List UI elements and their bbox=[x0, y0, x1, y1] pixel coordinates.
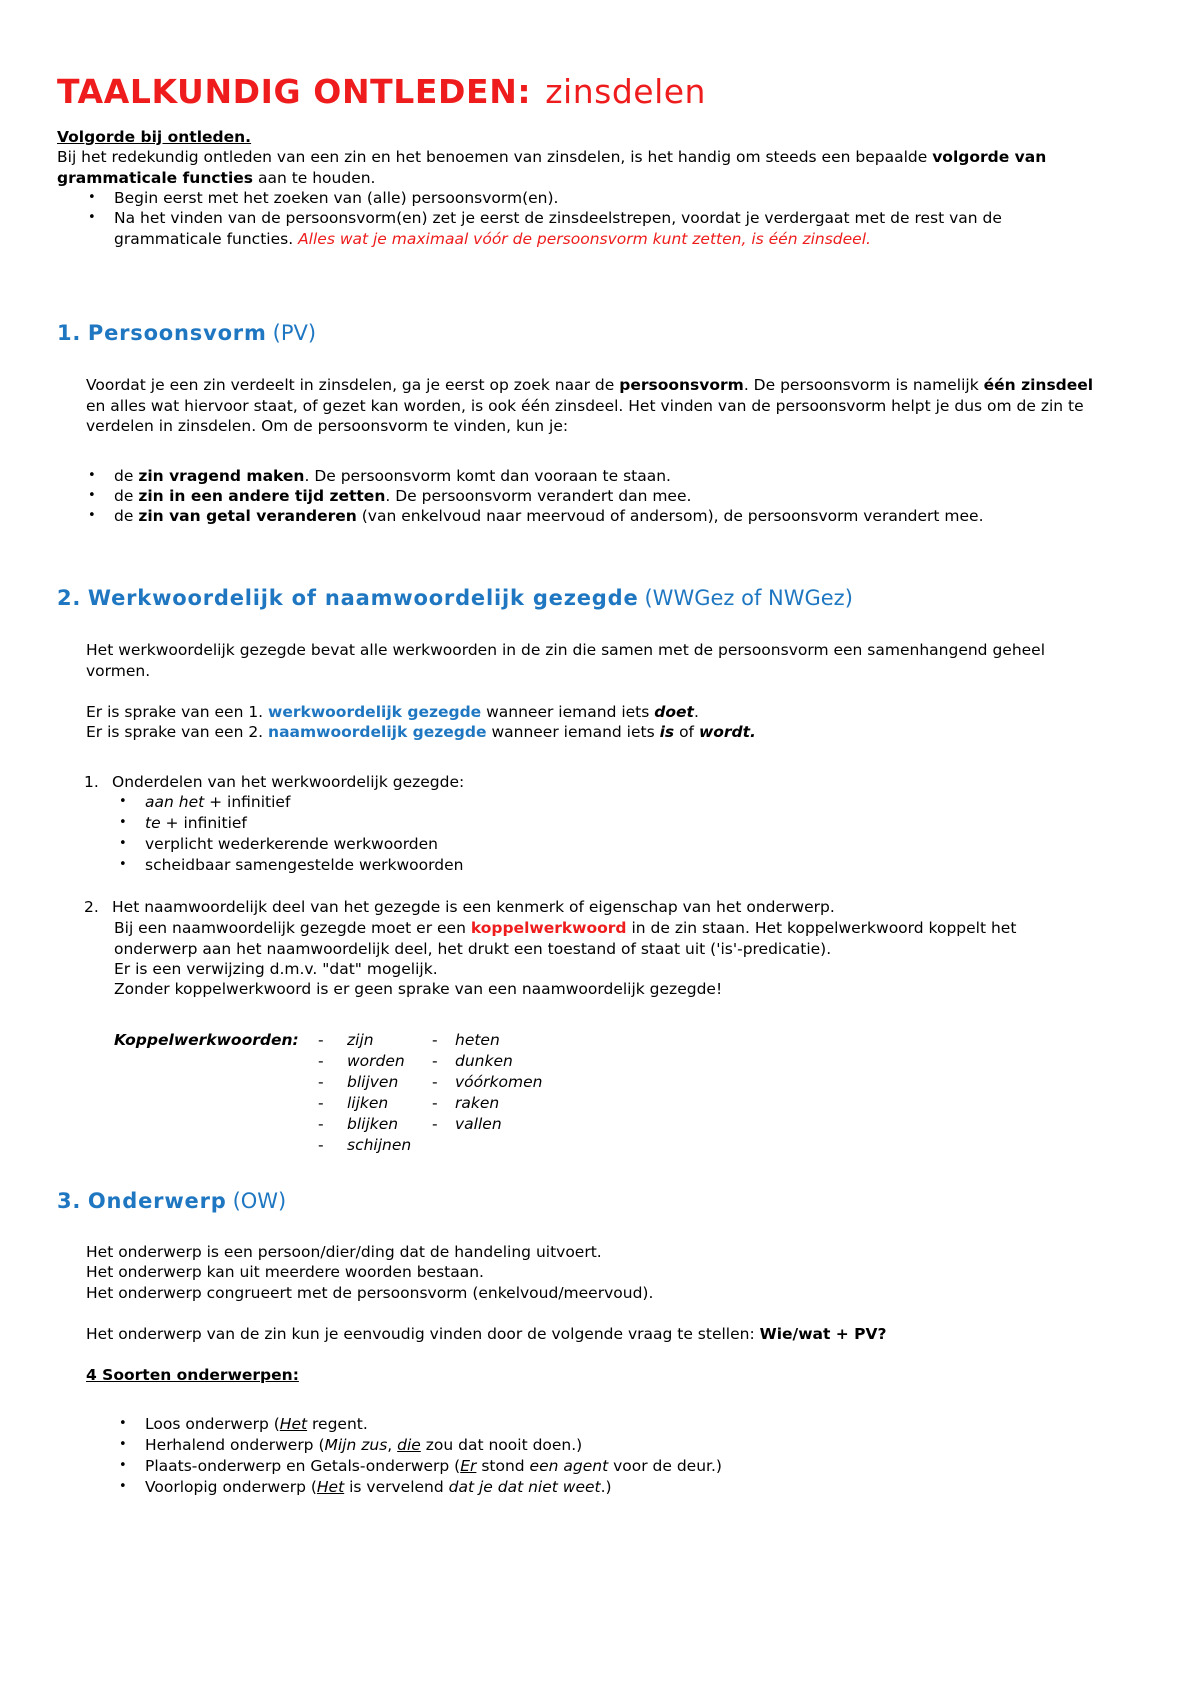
section-3-question bbox=[86, 1324, 1116, 1345]
section-3-line-1 bbox=[86, 1242, 1116, 1263]
section-3-heading bbox=[57, 1188, 286, 1214]
s3-b1-c: regent. bbox=[307, 1415, 368, 1433]
section-2-number: 2. bbox=[57, 586, 82, 610]
s1-b2-a: de bbox=[114, 487, 139, 505]
section-2-title: Werkwoordelijk of naamwoordelijk gezegde bbox=[87, 586, 639, 610]
bullet-icon: • bbox=[119, 815, 127, 830]
s2-l2-is: is bbox=[659, 723, 675, 741]
section-2-sub-bullet-3 bbox=[119, 834, 1175, 855]
s3-b2-a: Herhalend onderwerp ( bbox=[145, 1436, 325, 1454]
intro-bullet-1 bbox=[88, 188, 1144, 209]
numbered-2-text: Het naamwoordelijk deel van het gezegde is een kenmerk of eigenschap van het onderwerp. bbox=[112, 898, 835, 916]
koppelwerkwoord-item: blijven bbox=[347, 1073, 399, 1091]
bullet-icon: • bbox=[119, 794, 127, 809]
s3-subheading-text: 4 Soorten onderwerpen: bbox=[86, 1366, 299, 1384]
bullet-icon: • bbox=[119, 836, 127, 851]
s2-sub2-a: te bbox=[145, 814, 161, 832]
kw-dash: - bbox=[318, 1052, 324, 1070]
s1-text-e: en alles wat hiervoor staat, of gezet kan worden, is ook één zinsdeel. Het vinden van de persoonsvorm helpt je dus om de zin te verdelen in zinsdelen. Om de persoonsvorm te vinden, kun je: bbox=[86, 396, 1084, 435]
bullet-icon: • bbox=[119, 1437, 127, 1452]
section-1-bullet-1 bbox=[88, 466, 1144, 487]
section-1-title: Persoonsvorm bbox=[87, 321, 267, 345]
kw-dash: - bbox=[432, 1031, 438, 1049]
s3-b3-c: stond bbox=[476, 1457, 530, 1475]
intro-bullet-2 bbox=[88, 208, 1084, 249]
section-1-bullet-3 bbox=[88, 506, 1144, 527]
s1-b3-a: de bbox=[114, 507, 139, 525]
section-2-heading bbox=[57, 585, 853, 611]
section-2-sub-bullet-1 bbox=[119, 792, 1175, 813]
s2-l2-c: wanneer iemand iets bbox=[486, 723, 660, 741]
s3-b3-b: Er bbox=[460, 1457, 477, 1475]
bullet-icon: • bbox=[88, 190, 96, 205]
s1-b2-c: . De persoonsvorm verandert dan mee. bbox=[385, 487, 692, 505]
section-3-bullet-1 bbox=[119, 1414, 1175, 1435]
s2-sub4: scheidbaar samengestelde werkwoorden bbox=[145, 856, 464, 874]
section-1-abbr: (PV) bbox=[272, 321, 317, 345]
bullet-icon: • bbox=[119, 1416, 127, 1431]
koppelwerkwoord-item: vóórkomen bbox=[455, 1073, 543, 1091]
section-3-subheading bbox=[86, 1365, 1116, 1386]
section-2-sub-bullet-4 bbox=[119, 855, 1175, 876]
s3-b3-a: Plaats-onderwerp en Getals-onderwerp ( bbox=[145, 1457, 461, 1475]
kw-dash: - bbox=[318, 1031, 324, 1049]
s1-b2-bold: zin in een andere tijd zetten bbox=[138, 487, 386, 505]
bullet-icon: • bbox=[119, 1458, 127, 1473]
s3-b2-e: zou dat nooit doen.) bbox=[420, 1436, 583, 1454]
s2-l1-doet: doet bbox=[654, 703, 694, 721]
s3-b4-b: Het bbox=[316, 1478, 345, 1496]
koppelwerkwoord-item: worden bbox=[347, 1052, 405, 1070]
s2-l2-term: naamwoordelijk gezegde bbox=[268, 723, 487, 741]
s2-l1-c: wanneer iemand iets bbox=[481, 703, 655, 721]
s3-b4-e: .) bbox=[600, 1478, 612, 1496]
section-2-paragraph bbox=[86, 640, 1096, 681]
section-3-bullet-2 bbox=[119, 1435, 1175, 1456]
koppelwerkwoord-item: raken bbox=[455, 1094, 500, 1112]
s2-n2-koppel: koppelwerkwoord bbox=[470, 919, 627, 937]
s2-n2-c: in de zin staan. Het koppelwerkwoord koppelt het onderwerp aan het naamwoordelijk deel, het drukt een toestand of staat uit ('is'-predicatie). bbox=[114, 919, 1017, 958]
section-2-verwijzing bbox=[114, 959, 1114, 980]
section-2-sub-bullet-2 bbox=[119, 813, 1175, 834]
s2-l2-a: Er is sprake van een 2. bbox=[86, 723, 269, 741]
section-2-zonder bbox=[114, 979, 1114, 1000]
section-2-koppel-paragraph bbox=[114, 918, 1074, 959]
s3-b1-b: Het bbox=[279, 1415, 308, 1433]
s3-p3: Het onderwerp congrueert met de persoonsvorm (enkelvoud/meervoud). bbox=[86, 1284, 654, 1302]
s2-n2-a: Bij een naamwoordelijk gezegde moet er een bbox=[114, 919, 471, 937]
bullet-icon: • bbox=[88, 508, 96, 523]
s3-b3-e: voor de deur.) bbox=[608, 1457, 722, 1475]
intro-bullet-1-text: Begin eerst met het zoeken van (alle) persoonsvorm(en). bbox=[114, 189, 559, 207]
koppelwerkwoord-item: zijn bbox=[347, 1031, 374, 1049]
section-1-bullet-2 bbox=[88, 486, 1144, 507]
s2-n2-p3: Zonder koppelwerkwoord is er geen sprake van een naamwoordelijk gezegde! bbox=[114, 980, 723, 998]
s3-b3-d: een agent bbox=[529, 1457, 609, 1475]
s3-p2: Het onderwerp kan uit meerdere woorden bestaan. bbox=[86, 1263, 484, 1281]
kw-dash: - bbox=[432, 1094, 438, 1112]
numbered-2-marker: 2. bbox=[84, 898, 99, 916]
s3-b2-b: Mijn zus bbox=[324, 1436, 388, 1454]
section-3-title: Onderwerp bbox=[87, 1189, 227, 1213]
s3-p4-bold: Wie/wat + PV? bbox=[759, 1325, 887, 1343]
s3-b4-a: Voorlopig onderwerp ( bbox=[145, 1478, 317, 1496]
intro-bullet-2-text: Na het vinden van de persoonsvorm(en) zet je eerst de zinsdeelstrepen, voordat je verdergaat met de rest van de grammaticale functies. bbox=[114, 209, 1002, 248]
intro-heading-text: Volgorde bij ontleden. bbox=[57, 128, 252, 146]
section-3-number: 3. bbox=[57, 1189, 82, 1213]
title-sub: zinsdelen bbox=[545, 72, 706, 111]
s3-b2-c: , bbox=[387, 1436, 398, 1454]
page-title bbox=[57, 72, 706, 118]
s1-text-bold-zinsdeel: één zinsdeel bbox=[983, 376, 1094, 394]
kw-dash: - bbox=[318, 1136, 324, 1154]
intro-bullet-2-highlight: Alles wat je maximaal vóór de persoonsvorm kunt zetten, is één zinsdeel. bbox=[298, 229, 871, 248]
section-2-line-1 bbox=[86, 702, 1116, 723]
s3-b4-d: dat je dat niet weet bbox=[448, 1478, 601, 1496]
s2-l2-wordt: wordt. bbox=[698, 723, 756, 741]
kw-dash: - bbox=[318, 1094, 324, 1112]
kw-dash: - bbox=[432, 1073, 438, 1091]
s2-p1: Het werkwoordelijk gezegde bevat alle werkwoorden in de zin die samen met de persoonsvorm een samenhangend geheel vormen. bbox=[86, 641, 1046, 680]
kw-dash: - bbox=[318, 1073, 324, 1091]
kw-dash: - bbox=[432, 1115, 438, 1133]
intro-heading bbox=[57, 127, 1117, 148]
s1-text-bold-pv: persoonsvorm bbox=[619, 376, 744, 394]
s2-n2-p2: Er is een verwijzing d.m.v. "dat" mogelijk. bbox=[114, 960, 438, 978]
s3-b2-d: die bbox=[397, 1436, 421, 1454]
intro-paragraph bbox=[57, 147, 1117, 188]
section-3-bullet-3 bbox=[119, 1456, 1175, 1477]
s3-b1-a: Loos onderwerp ( bbox=[145, 1415, 280, 1433]
section-3-line-3 bbox=[86, 1283, 1116, 1304]
kw-dash: - bbox=[318, 1115, 324, 1133]
koppelwerkwoord-item: blijken bbox=[347, 1115, 399, 1133]
intro-text-c: aan te houden. bbox=[253, 168, 376, 187]
s3-b4-c: is vervelend bbox=[344, 1478, 449, 1496]
section-2-line-2 bbox=[86, 722, 1116, 743]
s2-l1-a: Er is sprake van een 1. bbox=[86, 703, 269, 721]
s1-b1-bold: zin vragend maken bbox=[138, 467, 305, 485]
s1-b1-c: . De persoonsvorm komt dan vooraan te staan. bbox=[304, 467, 671, 485]
section-1-number: 1. bbox=[57, 321, 82, 345]
s2-l1-e: . bbox=[693, 703, 699, 721]
title-main: TAALKUNDIG ONTLEDEN: bbox=[57, 72, 532, 111]
bullet-icon: • bbox=[88, 488, 96, 503]
kw-dash: - bbox=[432, 1052, 438, 1070]
bullet-icon: • bbox=[119, 1479, 127, 1494]
intro-text-bold: volgorde van grammaticale functies bbox=[57, 148, 1047, 187]
bullet-icon: • bbox=[88, 210, 96, 225]
koppelwerkwoord-item: lijken bbox=[347, 1094, 389, 1112]
numbered-1-text: Onderdelen van het werkwoordelijk gezegde: bbox=[112, 773, 465, 791]
s2-sub1-a: aan het bbox=[145, 793, 205, 811]
koppelwerkwoord-item: vallen bbox=[455, 1115, 502, 1133]
section-3-bullet-4 bbox=[119, 1477, 1175, 1498]
section-3-line-2 bbox=[86, 1262, 1116, 1283]
s2-sub3: verplicht wederkerende werkwoorden bbox=[145, 835, 439, 853]
section-2-numbered-2 bbox=[84, 897, 1142, 918]
s2-l2-e: of bbox=[674, 723, 699, 741]
bullet-icon: • bbox=[119, 857, 127, 872]
section-2-numbered-1 bbox=[84, 772, 1142, 793]
koppelwerkwoord-item: heten bbox=[455, 1031, 500, 1049]
numbered-1-marker: 1. bbox=[84, 773, 99, 791]
section-1-heading bbox=[57, 320, 316, 346]
s1-b3-c: (van enkelvoud naar meervoud of andersom), de persoonsvorm verandert mee. bbox=[356, 507, 984, 525]
koppelwerkwoord-item: schijnen bbox=[347, 1136, 412, 1154]
intro-text-a: Bij het redekundig ontleden van een zin en het benoemen van zinsdelen, is het handig om steeds een bepaalde bbox=[57, 148, 933, 166]
koppelwerkwoord-item: dunken bbox=[455, 1052, 513, 1070]
s2-sub1-b: + infinitief bbox=[204, 793, 291, 811]
s2-l1-term: werkwoordelijk gezegde bbox=[268, 703, 482, 721]
koppelwerkwoorden-label: Koppelwerkwoorden: bbox=[114, 1031, 299, 1049]
s3-p1: Het onderwerp is een persoon/dier/ding dat de handeling uitvoert. bbox=[86, 1243, 602, 1261]
s1-b3-bold: zin van getal veranderen bbox=[138, 507, 357, 525]
section-2-abbr: (WWGez of NWGez) bbox=[644, 586, 853, 610]
s1-b1-a: de bbox=[114, 467, 139, 485]
s2-sub2-b: + infinitief bbox=[160, 814, 247, 832]
section-3-abbr: (OW) bbox=[232, 1189, 287, 1213]
s3-p4-a: Het onderwerp van de zin kun je eenvoudig vinden door de volgende vraag te stellen: bbox=[86, 1325, 760, 1343]
section-1-paragraph bbox=[86, 375, 1106, 437]
bullet-icon: • bbox=[88, 468, 96, 483]
s1-text-a: Voordat je een zin verdeelt in zinsdelen, ga je eerst op zoek naar de bbox=[86, 376, 620, 394]
s1-text-c: . De persoonsvorm is namelijk bbox=[743, 376, 984, 394]
